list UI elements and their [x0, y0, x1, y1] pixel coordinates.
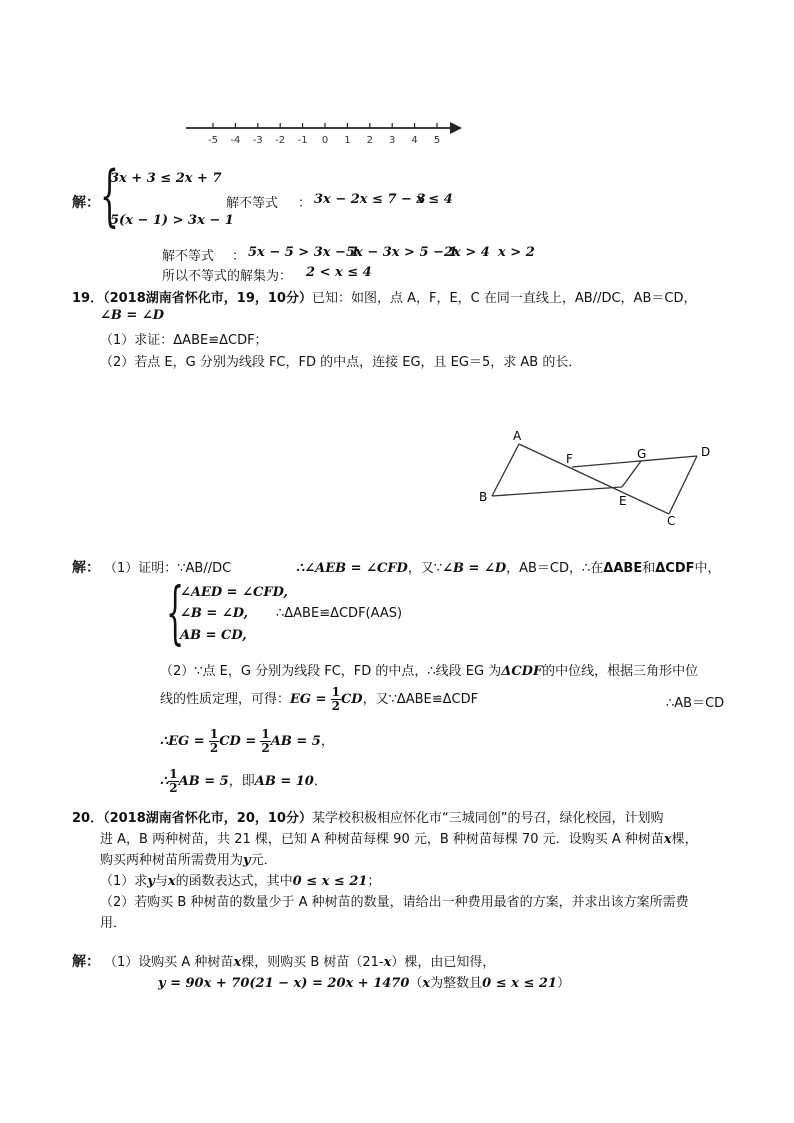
tick-label: 4 — [411, 135, 418, 146]
text-zhong: 中， — [694, 561, 721, 576]
solve-label-2: 解不等式 — [162, 249, 215, 264]
label-D: D — [701, 445, 711, 459]
fraction-half: $\frac{1}{2}$ — [209, 727, 219, 755]
part-2-prompt-end: 用． — [100, 916, 127, 931]
comma: ， — [320, 734, 334, 749]
label-G: G — [637, 447, 647, 461]
ab-half: AB = 5 — [178, 774, 229, 789]
label-A: A — [513, 429, 522, 443]
domain-constraint: 0 ≤ x ≤ 21 — [292, 874, 368, 889]
label-B: B — [479, 490, 488, 504]
given-condition: ∠B = ∠D — [100, 308, 164, 323]
var-y: y — [243, 853, 251, 868]
tick-label: -2 — [275, 135, 286, 146]
label-E: E — [619, 494, 627, 508]
question-source: （2018湖南省怀化市，19，10分） — [103, 291, 312, 306]
angle-equality: ∴∠AEB = ∠CFD — [296, 561, 408, 576]
fraction-half: $\frac{1}{2}$ — [331, 685, 340, 713]
therefore: ∴ — [160, 774, 169, 789]
theorem-text: 线的性质定理，可得： — [160, 692, 291, 707]
solve-step-2a: 5x − 5 > 3x − 1 — [248, 245, 360, 260]
label-C: C — [667, 514, 676, 528]
ab-equation: AB = 5 — [270, 734, 321, 749]
eg-equation: EG = — [290, 692, 327, 707]
question-stem-3: 购买两种树苗所需费用为 — [100, 853, 244, 868]
proof-line-1a: （1）证明：∵AB//DC — [104, 561, 232, 576]
part-2-text-end: 的中位线，根据三角形中位 — [542, 664, 699, 679]
system-brace: { — [100, 157, 119, 234]
cd-equation: CD = — [219, 734, 257, 749]
triangle-cdf: ΔCDF — [501, 664, 543, 679]
solve-colon-2: ： — [232, 249, 246, 264]
ab-equals-cd: ∴AB＝CD — [666, 696, 725, 711]
part-2-prompt: （2）若点 E，G 分别为线段 FC，FD 的中点，连接 EG，且 EG＝5，求 AB 的长． — [100, 355, 582, 370]
solve-step-2b: 5x − 3x > 5 − 1 — [346, 245, 458, 260]
ab-result: AB = 10 — [254, 774, 314, 789]
tick-label: 2 — [366, 135, 373, 146]
part-2-text: （2）∵点 E，G 分别为线段 FC，FD 的中点，∴线段 EG 为 — [160, 664, 502, 679]
part-1-prompt: （1）求 — [100, 874, 148, 889]
tick-label: -3 — [252, 135, 263, 146]
answer-label: 解： — [72, 560, 100, 576]
question-stem-2: 进 A，B 两种树苗，共 21 棵，已知 A 种树苗每棵 90 元，B 种树苗每棵 70 元．设购买 A 种树苗 — [100, 832, 664, 847]
solve-step-1: 3x − 2x ≤ 7 − 3 — [314, 192, 426, 207]
tick-label: 3 — [389, 135, 396, 146]
tick-label: 5 — [433, 135, 441, 146]
tick-label: -4 — [230, 135, 241, 146]
period: ． — [313, 774, 327, 789]
inequality-1: 3x + 3 ≤ 2x + 7 — [110, 171, 222, 186]
condition-angle-b: ∠B = ∠D, — [180, 606, 249, 621]
tick-label: 0 — [321, 135, 329, 146]
answer-label: 解： — [72, 195, 100, 211]
text-and: ，又∵ — [407, 561, 443, 576]
geometry-figure — [475, 425, 725, 530]
angle-b-d: ∠B = ∠D — [442, 561, 507, 576]
solve-result-1: x ≤ 4 — [416, 192, 453, 207]
question-number: 19． — [72, 291, 104, 306]
fraction-half: $\frac{1}{2}$ — [169, 767, 178, 795]
cd-term: CD — [340, 692, 363, 707]
function-expression: y = 90x + 70(21 − x) = 20x + 1470 — [158, 976, 410, 991]
var-x: x — [663, 832, 672, 847]
solution-label: 所以不等式的解集为： — [162, 269, 293, 284]
text-ab-cd: ，AB＝CD，∴在 — [506, 561, 604, 576]
number-line — [180, 110, 470, 150]
part-1-prompt: （1）求证： — [100, 333, 174, 348]
system-brace: { — [166, 574, 185, 653]
triangle-cdf: ΔCDF — [655, 561, 695, 576]
question-19 — [72, 287, 696, 306]
setup-text: （1）设购买 A 种树苗 — [104, 955, 234, 970]
tick-label: -1 — [297, 135, 308, 146]
label-F: F — [566, 452, 573, 466]
tick-label: -5 — [208, 135, 218, 146]
eg-equation: ∴EG = — [160, 734, 205, 749]
congruence-ref: ，又∵ΔABE≌ΔCDF — [362, 692, 479, 707]
text-he: 和 — [642, 561, 656, 576]
tick-label: 1 — [344, 135, 351, 146]
inequality-2: 5(x − 1) > 3x − 1 — [110, 213, 234, 228]
question-20 — [72, 807, 663, 826]
question-source: （2018湖南省怀化市，20，10分） — [103, 811, 312, 826]
condition-angle: ∠AED = ∠CFD, — [180, 585, 288, 600]
solve-colon-1: ： — [298, 196, 312, 211]
solve-step-2c: 2x > 4 — [444, 245, 490, 260]
fraction-half: $\frac{1}{2}$ — [261, 727, 270, 755]
text-ji: ，即 — [228, 774, 255, 789]
answer-label: 解： — [72, 954, 100, 970]
part-2-prompt: （2）若购买 B 种树苗的数量少于 A 种树苗的数量，请给出一种费用最省的方案，并求出该方案所需费 — [100, 895, 689, 910]
solve-step-2d: x > 2 — [498, 245, 535, 260]
part-1-statement: ΔABE≌ΔCDF； — [173, 333, 268, 348]
solve-label-1: 解不等式 — [226, 196, 279, 211]
solution-set: 2 < x ≤ 4 — [306, 265, 372, 280]
domain-constraint: 0 ≤ x ≤ 21 — [482, 976, 557, 991]
question-stem: 已知：如图，点 A，F，E，C 在同一直线上，AB//DC，AB＝CD， — [311, 291, 697, 306]
question-number: 20． — [72, 811, 104, 826]
question-stem: 某学校积极相应怀化市“三城同创”的号召，绿化校园，计划购 — [311, 811, 664, 826]
condition-side: AB = CD, — [180, 628, 247, 643]
triangle-abe: ΔABE — [603, 561, 643, 576]
congruence-conclusion: ∴ΔABE≌ΔCDF(AAS) — [276, 606, 403, 621]
